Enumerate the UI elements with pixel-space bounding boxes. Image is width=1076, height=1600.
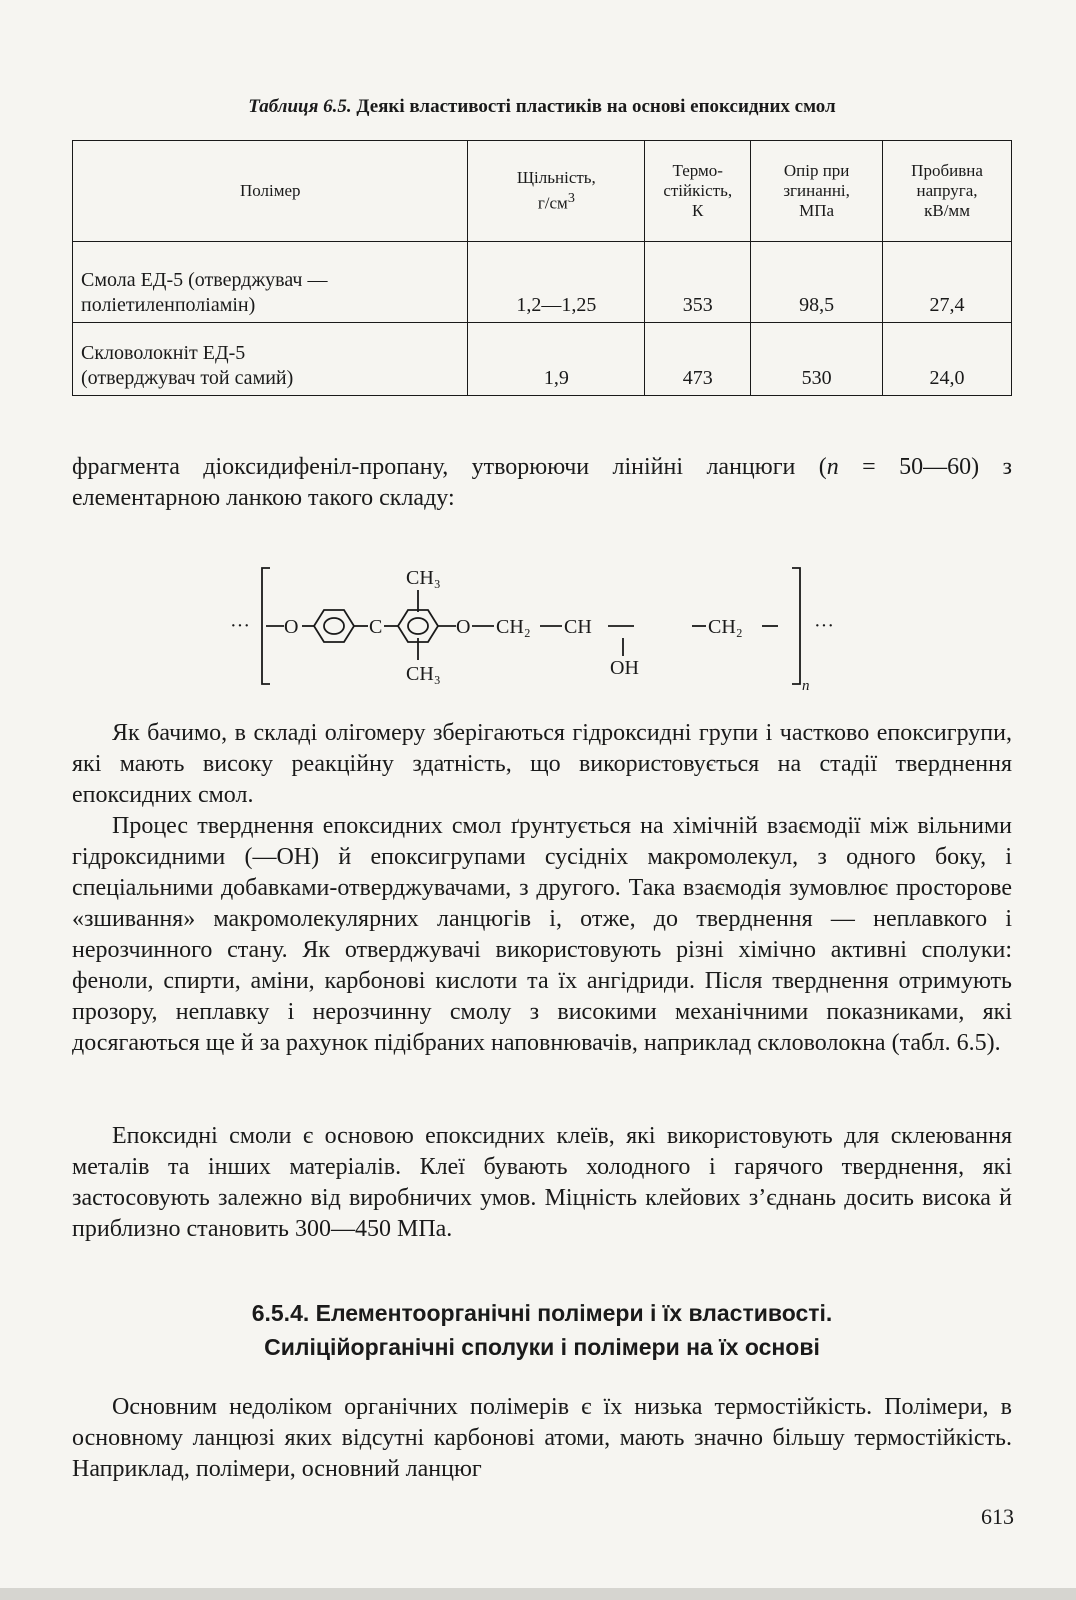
formula-ellipsis-right: ··· [814, 615, 834, 637]
paragraph-4: Епоксидні смоли є основою епоксидних клеїв, які використовують для склеювання металів та інших матеріалів. Клеї бувають холодного і гарячого тверднення, які застосовують залежно від виробничих умов. Міцність клейових з’єднань досить висока й приблизно становить 300—450 МПа. [72, 1123, 1012, 1242]
formula-ch2-1: CH₂ [496, 616, 531, 638]
paragraph-5: Основним недоліком органічних полімерів є їх низька термостійкість. Полімери, в основному ланцюзі яких відсутні карбонові атоми, мають значно більшу термостійкість. Наприклад, полімери, основний ланцюг [72, 1394, 1012, 1482]
formula-ch3-top: CH₃ [406, 567, 441, 589]
formula-oh: OH [610, 657, 639, 679]
paragraph-intro: фрагмента діоксидифеніл-пропану, утворюючи лінійні ланцюги (n = 50—60) з елементарною ланкою такого складу: [72, 454, 1012, 511]
formula-oxygen-2: O [456, 616, 471, 638]
formula-ellipsis-left: ··· [230, 615, 250, 637]
scan-edge [0, 1588, 1076, 1600]
header-density: Щільність, $г/см^3$ [468, 141, 645, 242]
table-cell: Скловолокніт ЕД-5 (отверджувач той самий) [73, 323, 468, 396]
table-row [73, 323, 1012, 396]
formula-ch2-2: CH₂ [708, 616, 743, 638]
section-heading: 6.5.4. Елементоорганічні полімери і їх властивості. Силіційорганічні сполуки і полімери на їх основі [251, 1300, 833, 1360]
paragraph-2: Як бачимо, в складі олігомеру зберігаються гідроксидні групи і частково епоксигрупи, які мають високу реакційну здатність, що використовується на стадії тверднення епоксидних смол. [72, 720, 1012, 808]
table-cell: 24,0 [883, 323, 1012, 396]
formula-ch3-bottom: CH₃ [406, 663, 441, 685]
table-cell: 27,4 [883, 242, 1012, 323]
table-cell: 353 [645, 242, 751, 323]
table-cell: 1,9 [468, 323, 645, 396]
table-caption [72, 96, 1012, 118]
header-heat-resistance: Термо- стійкість, К [645, 141, 751, 242]
formula-ch: CH [564, 616, 592, 638]
table-cell: 530 [751, 323, 883, 396]
formula-oxygen-1: O [284, 616, 299, 638]
paragraph-3: Процес тверднення епоксидних смол ґрунтується на хімічній взаємодії між вільними гідроксидними (—ОН) й епоксигрупами сусідніх макромолекул, з одного боку, і спеціальними добавками-отверджувачами, з другого. Така взаємодія зумовлює просторове «зшивання» макромолекулярних ланцюгів і, отже, до тверднення — неплавкого і нерозчинного стану. Як отверджувачі використовують різні хімічно активні сполуки: феноли, спирти, аміни, карбонові кислоти та їх ангідриди. Після тверднення отримують прозору, неплавку і нерозчинну смолу з високими механічними показниками, які досягаються ще й за рахунок підібраних наповнювачів, наприклад скловолокна (табл. 6.5). [72, 813, 1012, 1056]
table-caption-text: Деякі властивості пластиків на основі епоксидних смол [356, 96, 836, 117]
header-bending-strength: Опір при згинанні, МПа [751, 141, 883, 242]
table-caption-number: Таблиця 6.5. [248, 96, 352, 117]
header-breakdown-voltage: Пробивна напруга, кВ/мм [883, 141, 1012, 242]
formula-subscript-n: n [802, 678, 810, 694]
table-row [73, 242, 1012, 323]
chemical-formula [230, 560, 850, 700]
formula-carbon: C [369, 616, 383, 638]
table-cell: 473 [645, 323, 751, 396]
table-cell: 1,2—1,25 [468, 242, 645, 323]
properties-table [72, 140, 1012, 396]
table-cell: 98,5 [751, 242, 883, 323]
page-number: 613 [981, 1504, 1014, 1529]
table-cell: Смола ЕД-5 (отверджувач — поліетиленполіамін) [73, 242, 468, 323]
table-header-row [73, 141, 1012, 242]
header-polymer: Полімер [73, 141, 468, 242]
